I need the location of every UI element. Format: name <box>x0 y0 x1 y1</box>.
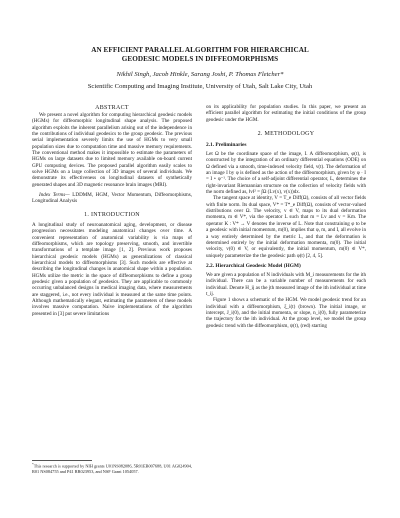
title-line-2: GEODESIC MODELS IN DIFFEOMORPHISMS <box>121 55 279 63</box>
methodology-heading: 2. METHODOLOGY <box>257 131 315 138</box>
paper-title <box>30 46 370 64</box>
introduction-continuation: on its applicability for population studies. In this paper, we present an efficient parallel algorithm for estimating the initial conditions of the group geodesic under the HGM. <box>206 104 366 123</box>
index-terms-label: Index Terms— <box>39 192 70 199</box>
title-line-1: AN EFFICIENT PARALLEL ALGORITHM FOR HIERARCHICAL <box>91 46 309 54</box>
right-column <box>206 104 366 329</box>
funding-footnote <box>32 462 192 474</box>
index-terms <box>32 192 192 205</box>
introduction-text: A longitudinal study of neuroanatomical aging, development, or disease progression necessitates modeling anatomical changes over time. A convenient representation of anatomical variability is via maps of diffeomorphisms, which are topology preserving, smooth, and invertible transformations of a template image [1, 2]. Previous work proposes hierarchical geodesic models (HGMs) as generalizations of classical hierarchical models to diffeomorphisms [3]. Such models are effective at describing the longitudinal changes in anatomical shape within a population. HGMs utilize the metric in the space of diffeomorphisms to define a group geodesic given a population of geodesics. They are applicable to commonly occurring unbalanced designs in medical imaging data, where measurements are staggered, i.e., not every individual is measured at the same time points. Although mathematically elegant, estimating the parameters of these models involves massive computation. Naive implementations of the algorithm presented in [3] put severe limitations <box>32 221 192 317</box>
hgm-paragraph-1: We are given a population of N individuals with M_i measurements for the ith individual. There can be a variable number of measurements for each individual. Denote H_ij as the jth measured image of the ith individual at time t_ij. <box>206 271 366 297</box>
index-terms-list: LDDMM, HGM, Vector Momentum, Diffeomorphisms, Longitudinal Analysis <box>32 192 192 205</box>
introduction-heading: 1. INTRODUCTION <box>84 211 140 218</box>
footnote-text: This research is supported by NIH grants U01NS082086, 5R01EB007688, U01 AG024904, R01 NS084755 and P41 RR023953, and NSF Grant 1054057. <box>32 463 192 474</box>
preliminaries-paragraph-1: Let Ω be the coordinate space of the image, I. A diffeomorphism, φ(t), is constructed by the integration of an ordinary differential equations (ODE) on Ω defined via a smooth, time-indexed velocity field, v(t). The deformation of an image I by φ is defined as the action of the diffeomorphism, given by φ · I = I ∘ φ⁻¹. The choice of a self-adjoint differential operator, L, determines the right-invariant Riemannian structure on the collection of velocity fields with the norm defined as, ‖v‖² = ∫Ω (Lv(x), v(x))dx. <box>206 151 366 196</box>
hgm-heading: 2.2. Hierarchical Geodesic Model (HGM) <box>206 262 301 269</box>
preliminaries-heading: 2.1. Preliminaries <box>206 142 247 149</box>
left-column <box>32 104 192 317</box>
affiliation: Scientific Computing and Imaging Institute, University of Utah, Salt Lake City, Utah <box>87 83 313 90</box>
footnote-mark: * <box>32 462 34 466</box>
preliminaries-paragraph-2: The tangent space at identity, V = T_e Diff(Ω), consists of all vector fields with finite norm. Its dual space, V* = T*_e Diff(Ω), consists of vector-valued distributions over Ω. The velocity, v ∈ V, maps to its dual deformation momenta, m ∈ V*, via the operator L such that m = Lv and v = Km. The operator K : V* → V denotes the inverse of L. Note that constraining φ to be a geodesic with initial momentum, m(0), implies that φ, m, and I, all evolve in a way entirely determined by the metric L, and that the deformation is determined entirely by the initial deformation momenta, m(0). The initial velocity, v(0) ∈ V, or equivalently, the initial momentum, m(0) ∈ V*, uniquely parameterize the the geodesic path φ(t) [2, 4, 5]. <box>206 195 366 259</box>
hgm-paragraph-2: Figure 1 shows a schematic of the HGM. We model geodesic trend for an individual with a diffeomorphism, ξ_i(t) (brown). The initial image, or intercept, J_i(0), and the initial momenta, or slope, n_i(0), fully parameterize the trajectory for the ith individual. At the group level, we model the group geodesic trend with the diffeomorphism, ψ(t), (red) starting <box>206 297 366 329</box>
footnote-rule <box>32 460 92 461</box>
abstract-text: We present a novel algorithm for computing hierarchical geodesic models (HGMs) for diffeomorphic longitudinal shape analysis. The proposed algorithm exploits the inherent parallelism arising out of the independence in the contributions of individual geodesics to the group geodesic. The previous serial implementation severely limits the use of HGMs to very small population sizes due to computation time and massive memory requirements. The conventional method makes it impossible to estimate the parameters of HGMs on large datasets due to limited memory available on-board current GPU computing devices. The proposed parallel algorithm easily scales to solve HGMs on a large collection of 3D images of several individuals. We demonstrate its effectiveness on longitudinal datasets of synthetically generated shapes and 3D magnetic resonance brain images (MRI). <box>32 112 192 188</box>
author-list: Nikhil Singh, Jacob Hinkle, Sarang Joshi, P. Thomas Fletcher* <box>116 71 284 78</box>
abstract-heading: ABSTRACT <box>95 105 129 111</box>
